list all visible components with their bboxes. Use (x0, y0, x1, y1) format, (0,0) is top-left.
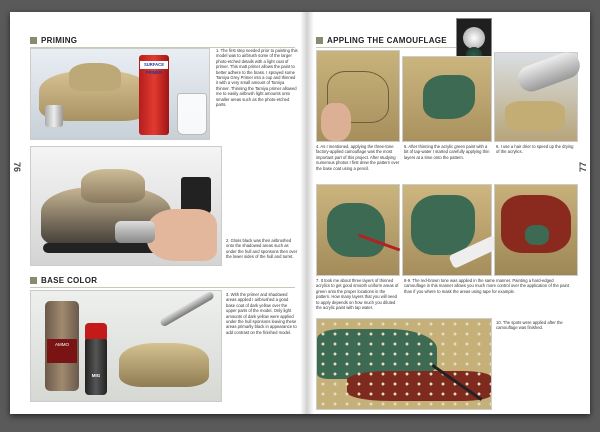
book-gutter (300, 12, 314, 414)
airbrush (115, 221, 155, 243)
tank-turret (505, 101, 565, 131)
green-camo-patch (525, 225, 549, 245)
photo-base-color (30, 290, 222, 402)
hair-drier (514, 49, 583, 95)
tank-turret (119, 343, 209, 387)
section-title: PRIMING (41, 35, 78, 45)
paint-cup (463, 27, 485, 49)
photo-gloss-black (30, 146, 222, 266)
caption-3: 3. With the primer and shadowed areas applied I airbrushed a good base coat of dark yellow over the upper parts of the model. Only light amounts of dark yellow were applied under the hull sponsons leaving these areas primarily black in appearance to add contrast on the finished model. (226, 292, 297, 335)
photo-step-7 (316, 184, 400, 276)
caption-4: 4. As I mentioned, applying the three-tone factory-applied camouflage was the most important part of this project. After studying numerous photos I first drew the pattern over the base coat using a pencil. (316, 144, 400, 171)
section-square-icon (30, 277, 37, 284)
caption-2: 2. Gloss black was then airbrushed onto the shadowed areas such as under the hull and sponsons then over the lower sides of the hull and turret. (226, 238, 298, 260)
green-camo-patch (327, 203, 385, 257)
tank-turret (81, 169, 145, 203)
section-title: APPLING THE CAMOUFLAGE (327, 35, 447, 45)
green-camo-patch (411, 195, 475, 255)
caption-7: 7. It took me about three layers of thinned acrylics to get good smooth uniform areas of green onto the proper locations in the pattern. How many layers that you will need to apply depends on how much you diluted the acrylic paint with tap water. (316, 278, 399, 311)
bottle-cap (85, 323, 107, 339)
airbrush (159, 291, 215, 328)
glass-jar (177, 93, 207, 135)
paint-bottle-small (85, 337, 107, 395)
paint-jar (181, 177, 211, 213)
section-header-camouflage (316, 34, 468, 46)
paint-bottle-large (45, 301, 79, 391)
section-title: BASE COLOR (41, 275, 98, 285)
section-square-icon (316, 37, 323, 44)
caption-6: 6. I use a hair drier to speed up the drying of the acrylics. (496, 144, 574, 155)
photo-priming (30, 48, 210, 140)
photo-step-10 (316, 318, 492, 410)
spray-can (139, 55, 169, 135)
metal-cup (45, 105, 63, 127)
green-camo-patch (423, 75, 475, 119)
bottle-brand: MIG (91, 373, 101, 378)
photo-step-5 (402, 56, 492, 142)
spray-can-label: SURFACE PRIMER (140, 61, 168, 69)
photo-step-8 (402, 184, 492, 276)
bottle-label: AMMO (47, 339, 77, 363)
caption-5: 5. After thinning the acrylic green paint with a bit of tap-water I started carefully applying thin layers at a time onto the pattern. (404, 144, 490, 160)
camo-spots (317, 319, 491, 409)
page-number-right: 77 (578, 161, 589, 173)
hand (147, 209, 217, 261)
section-square-icon (30, 37, 37, 44)
page-number-left: 76 (12, 161, 23, 173)
photo-step-9 (494, 184, 578, 276)
hand (321, 103, 351, 141)
caption-1: 1. The first step needed prior to painting this model was to airbrush some of the larger photo-etched details with a light coat of primer. This matt primer allows the paint to better adhere to the brass. I sprayed some Tamiya Grey Primer into a cup and thinned it with a very small amount of Tamiya thinner. Thinning the Tamiya primer allowed me to easily airbrush light amounts onto smaller areas such as the photo-etched parts. (216, 48, 298, 108)
caption-10: 10. The spots were applied after the camouflage was finished. (496, 320, 563, 331)
photo-step-4 (316, 50, 400, 142)
section-header-priming (30, 34, 295, 46)
section-header-base-color (30, 274, 295, 286)
magazine-spread (10, 12, 590, 414)
tank-turret (69, 63, 121, 91)
photo-step-6 (494, 52, 578, 142)
caption-8-9: 8-9. The red-brown tone was applied in the same manner. Painting a hard-edged camouflage in this manner allows you much more control over the application of the paint than if you where to mask the areas using tape for example. (404, 278, 570, 294)
